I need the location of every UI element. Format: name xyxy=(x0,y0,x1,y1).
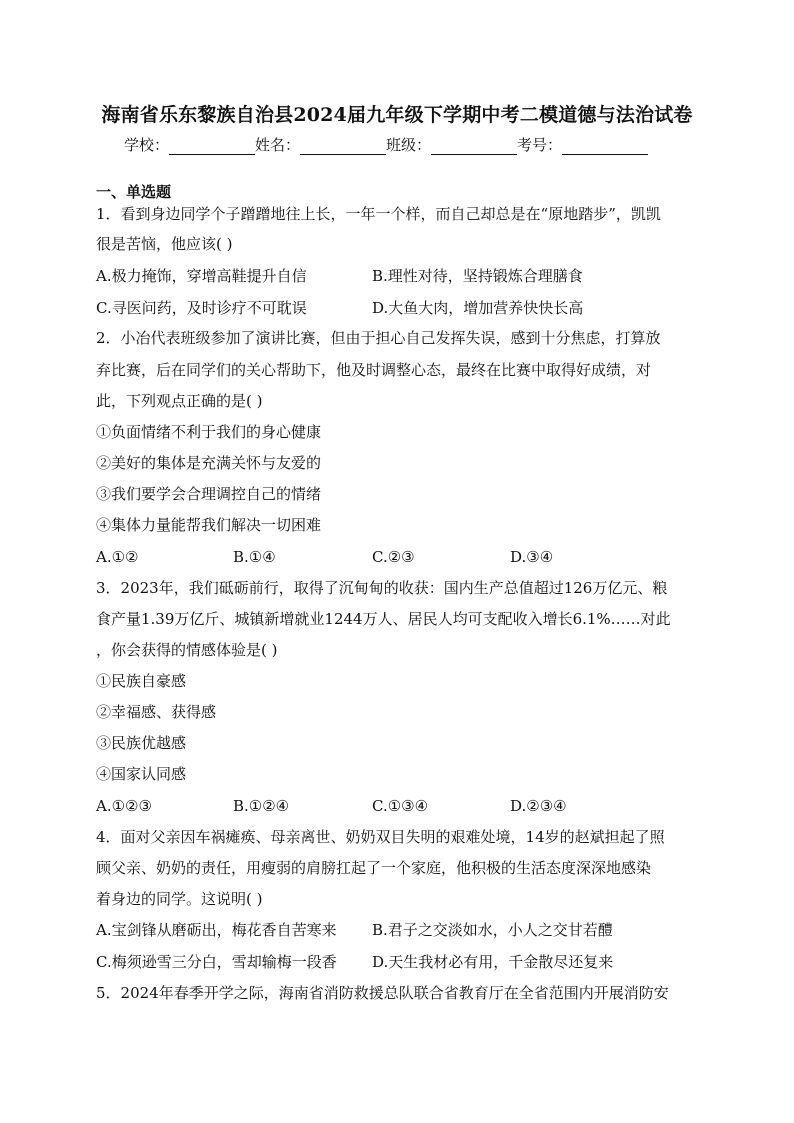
class-label: 班级： xyxy=(386,136,432,154)
question-3-option-c: C.①③④ xyxy=(372,797,429,815)
name-blank xyxy=(300,138,386,155)
question-2-line-1: 2．小冶代表班级参加了演讲比赛，但由于担心自己发挥失误，感到十分焦虑，打算放 xyxy=(96,329,661,347)
number-label: 考号： xyxy=(517,136,563,154)
question-2-option-d: D.③④ xyxy=(510,548,554,566)
question-2-statement-1: ①负面情绪不利于我们的身心健康 xyxy=(96,423,322,441)
question-1-option-b: B.理性对待，坚持锻炼合理膳食 xyxy=(372,267,583,285)
question-5-line-1: 5．2024年春季开学之际，海南省消防救援总队联合省教育厅在全省范围内开展消防安 xyxy=(96,984,669,1002)
question-4-line-3: 着身边的同学。这说明( ) xyxy=(96,890,263,908)
question-4-option-d: D.天生我材必有用，千金散尽还复来 xyxy=(372,953,614,971)
school-blank xyxy=(169,138,255,155)
student-info-row xyxy=(124,134,648,155)
question-2-line-3: 此，下列观点正确的是( ) xyxy=(96,392,263,410)
question-2-option-c: C.②③ xyxy=(372,548,415,566)
question-2-option-a: A.①② xyxy=(96,548,139,566)
question-1-line-2: 很是苦恼，他应该( ) xyxy=(96,235,233,253)
section-heading: 一、单选题 xyxy=(96,183,172,201)
question-3-line-3: ，你会获得的情感体验是( ) xyxy=(96,641,278,659)
question-2-statement-3: ③我们要学会合理调控自己的情绪 xyxy=(96,485,322,503)
question-4-line-1: 4．面对父亲因车祸瘫痪、母亲离世、奶奶双目失明的艰难处境，14岁的赵斌担起了照 xyxy=(96,828,665,846)
question-3-option-d: D.②③④ xyxy=(510,797,567,815)
school-label: 学校： xyxy=(124,136,170,154)
question-4-option-c: C.梅须逊雪三分白，雪却输梅一段香 xyxy=(96,953,337,971)
question-3-option-a: A.①②③ xyxy=(96,797,152,815)
question-3-line-2: 食产量1.39万亿斤、城镇新增就业1244万人、居民人均可支配收入增长6.1%……对此 xyxy=(96,610,671,628)
question-4-option-a: A.宝剑锋从磨砺出，梅花香自苦寒来 xyxy=(96,921,337,939)
number-blank xyxy=(562,138,648,155)
question-1-option-a: A.极力掩饰，穿增高鞋提升自信 xyxy=(96,267,307,285)
question-3-statement-1: ①民族自豪感 xyxy=(96,672,187,690)
exam-title: 海南省乐东黎族自治县2024届九年级下学期中考二模道德与法治试卷 xyxy=(101,104,693,126)
question-3-line-1: 3．2023年，我们砥砺前行，取得了沉甸甸的收获：国内生产总值超过126万亿元、粮 xyxy=(96,579,668,597)
question-3-statement-2: ②幸福感、获得感 xyxy=(96,703,217,721)
question-3-statement-4: ④国家认同感 xyxy=(96,765,187,783)
question-3-statement-3: ③民族优越感 xyxy=(96,734,187,752)
name-label: 姓名： xyxy=(255,136,301,154)
question-2-option-b: B.①④ xyxy=(233,548,276,566)
question-4-option-b: B.君子之交淡如水，小人之交甘若醴 xyxy=(372,921,613,939)
question-4-line-2: 顾父亲、奶奶的责任，用瘦弱的肩膀扛起了一个家庭，他积极的生活态度深深地感染 xyxy=(96,859,652,877)
question-2-statement-2: ②美好的集体是充满关怀与友爱的 xyxy=(96,454,322,472)
question-2-statement-4: ④集体力量能帮我们解决一切困难 xyxy=(96,516,322,534)
question-1-line-1: 1．看到身边同学个子蹭蹭地往上长，一年一个样，而自己却总是在“原地踏步”，凯凯 xyxy=(96,205,661,223)
question-2-line-2: 弃比赛，后在同学们的关心帮助下，他及时调整心态，最终在比赛中取得好成绩，对 xyxy=(96,361,652,379)
class-blank xyxy=(431,138,517,155)
question-1-option-c: C.寻医问药，及时诊疗不可耽误 xyxy=(96,299,307,317)
question-3-option-b: B.①②④ xyxy=(233,797,290,815)
question-1-option-d: D.大鱼大肉，增加营养快快长高 xyxy=(372,299,584,317)
